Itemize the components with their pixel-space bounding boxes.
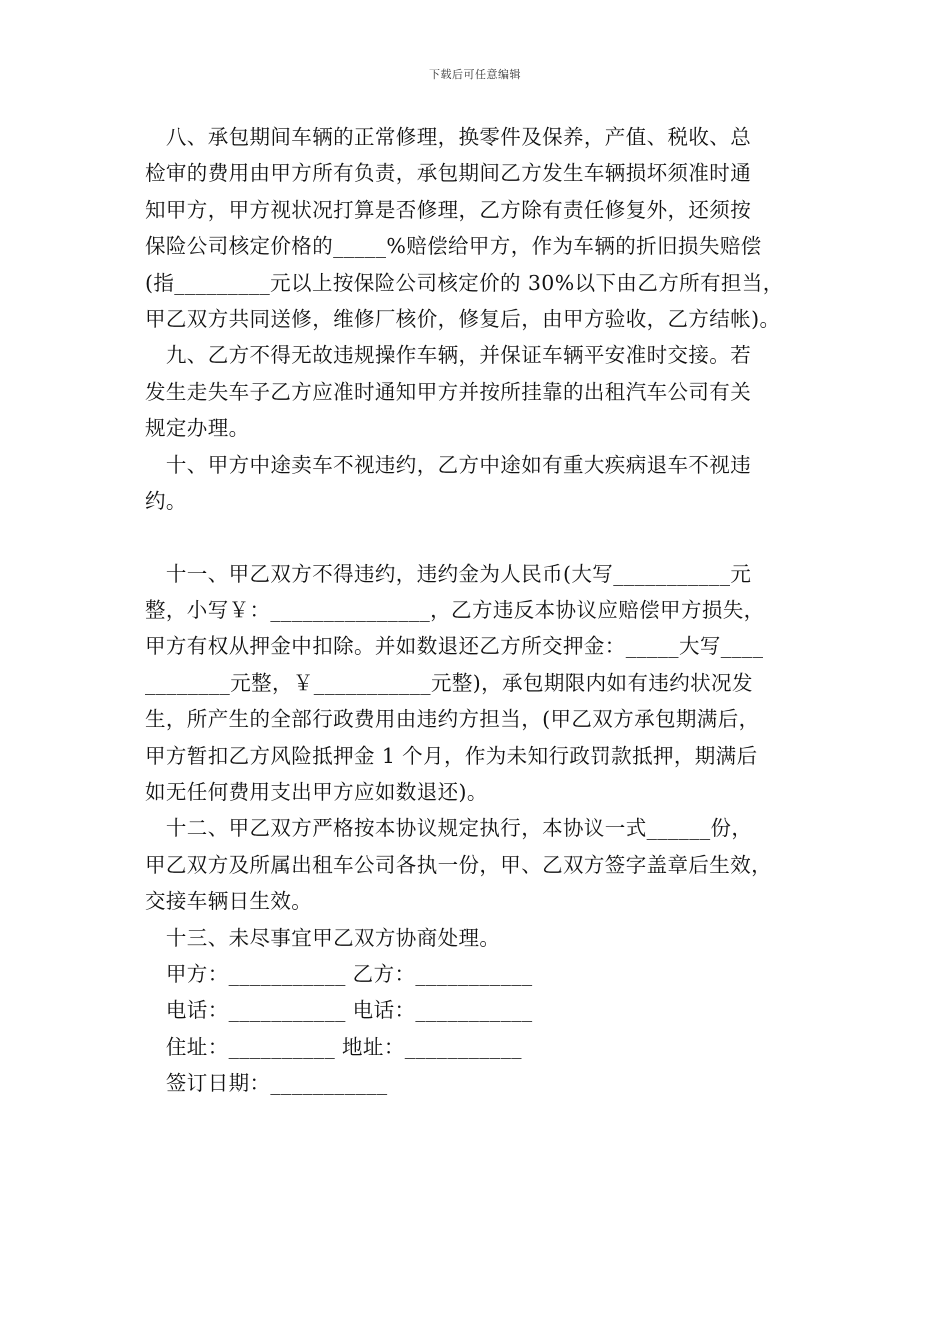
signature-address-line: 住址：__________ 地址：___________ <box>145 1034 522 1059</box>
clause-11-line-3: 甲方有权从押金中扣除。并如数退还乙方所交押金：_____大写____ <box>145 634 764 659</box>
clause-8-line-2: 检审的费用由甲方所有负责，承包期间乙方发生车辆损坏须准时通 <box>145 161 752 186</box>
signature-phone-line: 电话：___________ 电话：___________ <box>145 998 533 1023</box>
clause-8-line-1: 八、承包期间车辆的正常修理，换零件及保养，产值、税收、总 <box>145 125 752 149</box>
clause-8-line-6: 甲乙双方共同送修，维修厂核价，修复后，由甲方验收，乙方结帐)。 <box>145 306 781 331</box>
document-body <box>145 119 825 1102</box>
clause-12-line-2: 甲乙双方及所属出租车公司各执一份，甲、乙双方签字盖章后生效， <box>145 852 772 877</box>
clause-11-line-7: 如无任何费用支出甲方应如数退还)。 <box>145 780 488 805</box>
clause-12-line-1: 十二、甲乙双方严格按本协议规定执行，本协议一式______份， <box>145 816 753 841</box>
clause-13-line-1: 十三、未尽事宜甲乙双方协商处理。 <box>145 925 501 950</box>
clause-12-line-3: 交接车辆日生效。 <box>145 889 313 914</box>
signature-party-line: 甲方：___________ 乙方：___________ <box>145 961 533 986</box>
clause-8-line-3: 知甲方，甲方视状况打算是否修理，乙方除有责任修复外，还须按 <box>145 197 752 222</box>
clause-9-line-1: 九、乙方不得无故违规操作车辆，并保证车辆平安准时交接。若 <box>145 343 752 368</box>
clause-10-line-1: 十、甲方中途卖车不视违约，乙方中途如有重大疾病退车不视违 <box>145 452 752 477</box>
clause-11-line-4: ________元整，￥___________元整)，承包期限内如有违约状况发 <box>145 670 753 695</box>
blank-line <box>145 519 825 555</box>
clause-8-line-4: 保险公司核定价格的_____%赔偿给甲方，作为车辆的折旧损失赔偿 <box>145 234 762 259</box>
page-header-note: 下载后可任意编辑 <box>429 68 521 81</box>
clause-11-line-2: 整，小写￥：_______________，乙方违反本协议应赔偿甲方损失， <box>145 598 765 623</box>
clause-9-line-2: 发生走失车子乙方应准时通知甲方并按所挂靠的出租汽车公司有关 <box>145 379 752 404</box>
clause-9-line-3: 规定办理。 <box>145 416 250 441</box>
clause-11-line-1: 十一、甲乙双方不得违约，违约金为人民币(大写___________元 <box>145 561 752 586</box>
signature-date-line: 签订日期：___________ <box>145 1071 388 1096</box>
clause-11-line-6: 甲方暂扣乙方风险抵押金 1 个月，作为未知行政罚款抵押，期满后 <box>145 743 758 768</box>
clause-8-line-5: (指_________元以上按保险公司核定价的 30%以下由乙方所有担当， <box>145 270 784 295</box>
clause-10-line-2: 约。 <box>145 488 187 513</box>
clause-11-line-5: 生，所产生的全部行政费用由违约方担当，(甲乙双方承包期满后， <box>145 707 760 732</box>
